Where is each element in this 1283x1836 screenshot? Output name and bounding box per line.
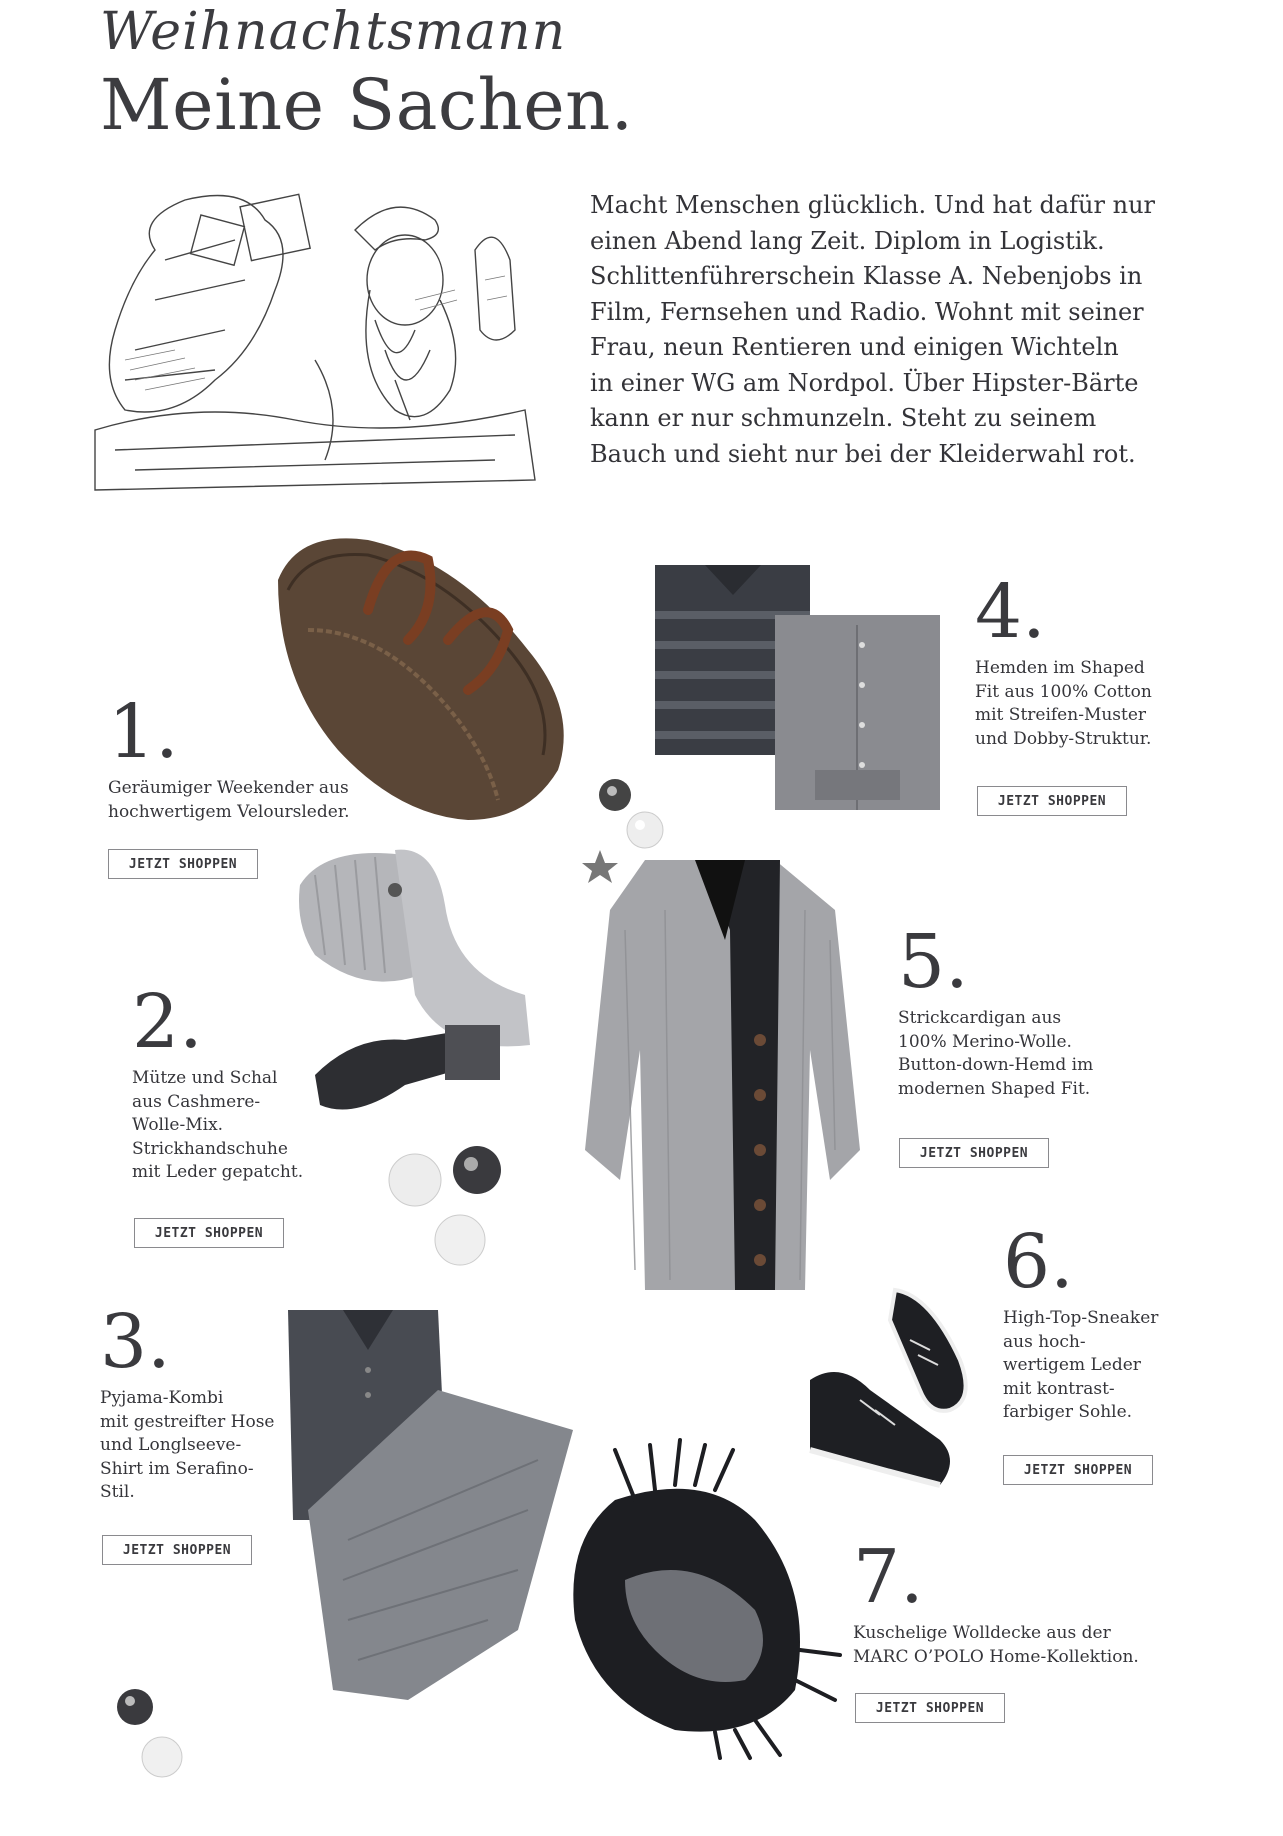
shop-button-7[interactable]: JETZT SHOPPEN	[855, 1693, 1005, 1723]
blanket-image	[555, 1440, 845, 1760]
product-number: 1.	[108, 689, 179, 775]
shop-button-4[interactable]: JETZT SHOPPEN	[977, 786, 1127, 816]
product-description: Pyjama-Kombi mit gestreifter Hose und Longlseeve- Shirt im Serafino- Stil.	[100, 1388, 275, 1502]
product-description: Geräumiger Weekender aus hochwertigem Veloursleder.	[108, 778, 350, 822]
product-1	[108, 689, 368, 824]
ornaments-cluster-image	[385, 1140, 515, 1270]
santa-illustration	[95, 180, 545, 490]
product-description: High-Top-Sneaker aus hoch- wertigem Leder mit kontrast- farbiger Sohle.	[1003, 1308, 1159, 1422]
product-number: 2.	[132, 979, 203, 1065]
product-4	[975, 569, 1175, 751]
pyjama-image	[288, 1310, 588, 1710]
shop-button-3[interactable]: JETZT SHOPPEN	[102, 1535, 252, 1565]
script-title: Weihnachtsmann	[100, 2, 567, 62]
shop-button-2[interactable]: JETZT SHOPPEN	[134, 1218, 284, 1248]
product-number: 5.	[898, 919, 969, 1005]
product-2	[132, 979, 332, 1185]
product-7	[853, 1534, 1153, 1669]
ornaments-bottom-image	[110, 1685, 190, 1785]
product-description: Hemden im Shaped Fit aus 100% Cotton mit Streifen-Muster und Dobby-Struktur.	[975, 658, 1152, 749]
product-description: Mütze und Schal aus Cashmere- Wolle-Mix. Strickhandschuhe mit Leder gepatcht.	[132, 1068, 304, 1182]
shop-button-6[interactable]: JETZT SHOPPEN	[1003, 1455, 1153, 1485]
product-number: 4.	[975, 569, 1046, 655]
shirts-image	[655, 555, 945, 815]
product-3	[100, 1299, 300, 1505]
product-5	[898, 919, 1118, 1101]
cardigan-image	[575, 850, 875, 1310]
product-number: 6.	[1003, 1219, 1074, 1305]
shop-button-1[interactable]: JETZT SHOPPEN	[108, 849, 258, 879]
product-description: Strickcardigan aus 100% Merino-Wolle. Button-down-Hemd im modernen Shaped Fit.	[898, 1008, 1094, 1099]
product-number: 3.	[100, 1299, 171, 1385]
product-number: 7.	[853, 1534, 924, 1620]
product-description: Kuschelige Wolldecke aus der MARC O’POLO Home-Kollektion.	[853, 1623, 1139, 1667]
shop-button-5[interactable]: JETZT SHOPPEN	[899, 1138, 1049, 1168]
product-6	[1003, 1219, 1203, 1425]
intro-text: Macht Menschen glücklich. Und hat dafür nur einen Abend lang Zeit. Diplom in Logistik. Schlittenführerschein Klasse A. Nebenjobs in Film, Fernsehen und Radio. Wohnt mit seiner Frau, neun Rentieren und einigen Wichteln in einer WG am Nordpol. Über Hipster-Bärte kann er nur schmunzeln. Steht zu seinem Bauch und sieht nur bei der Kleiderwahl rot.	[590, 191, 1155, 468]
page-title: Meine Sachen.	[100, 64, 634, 146]
